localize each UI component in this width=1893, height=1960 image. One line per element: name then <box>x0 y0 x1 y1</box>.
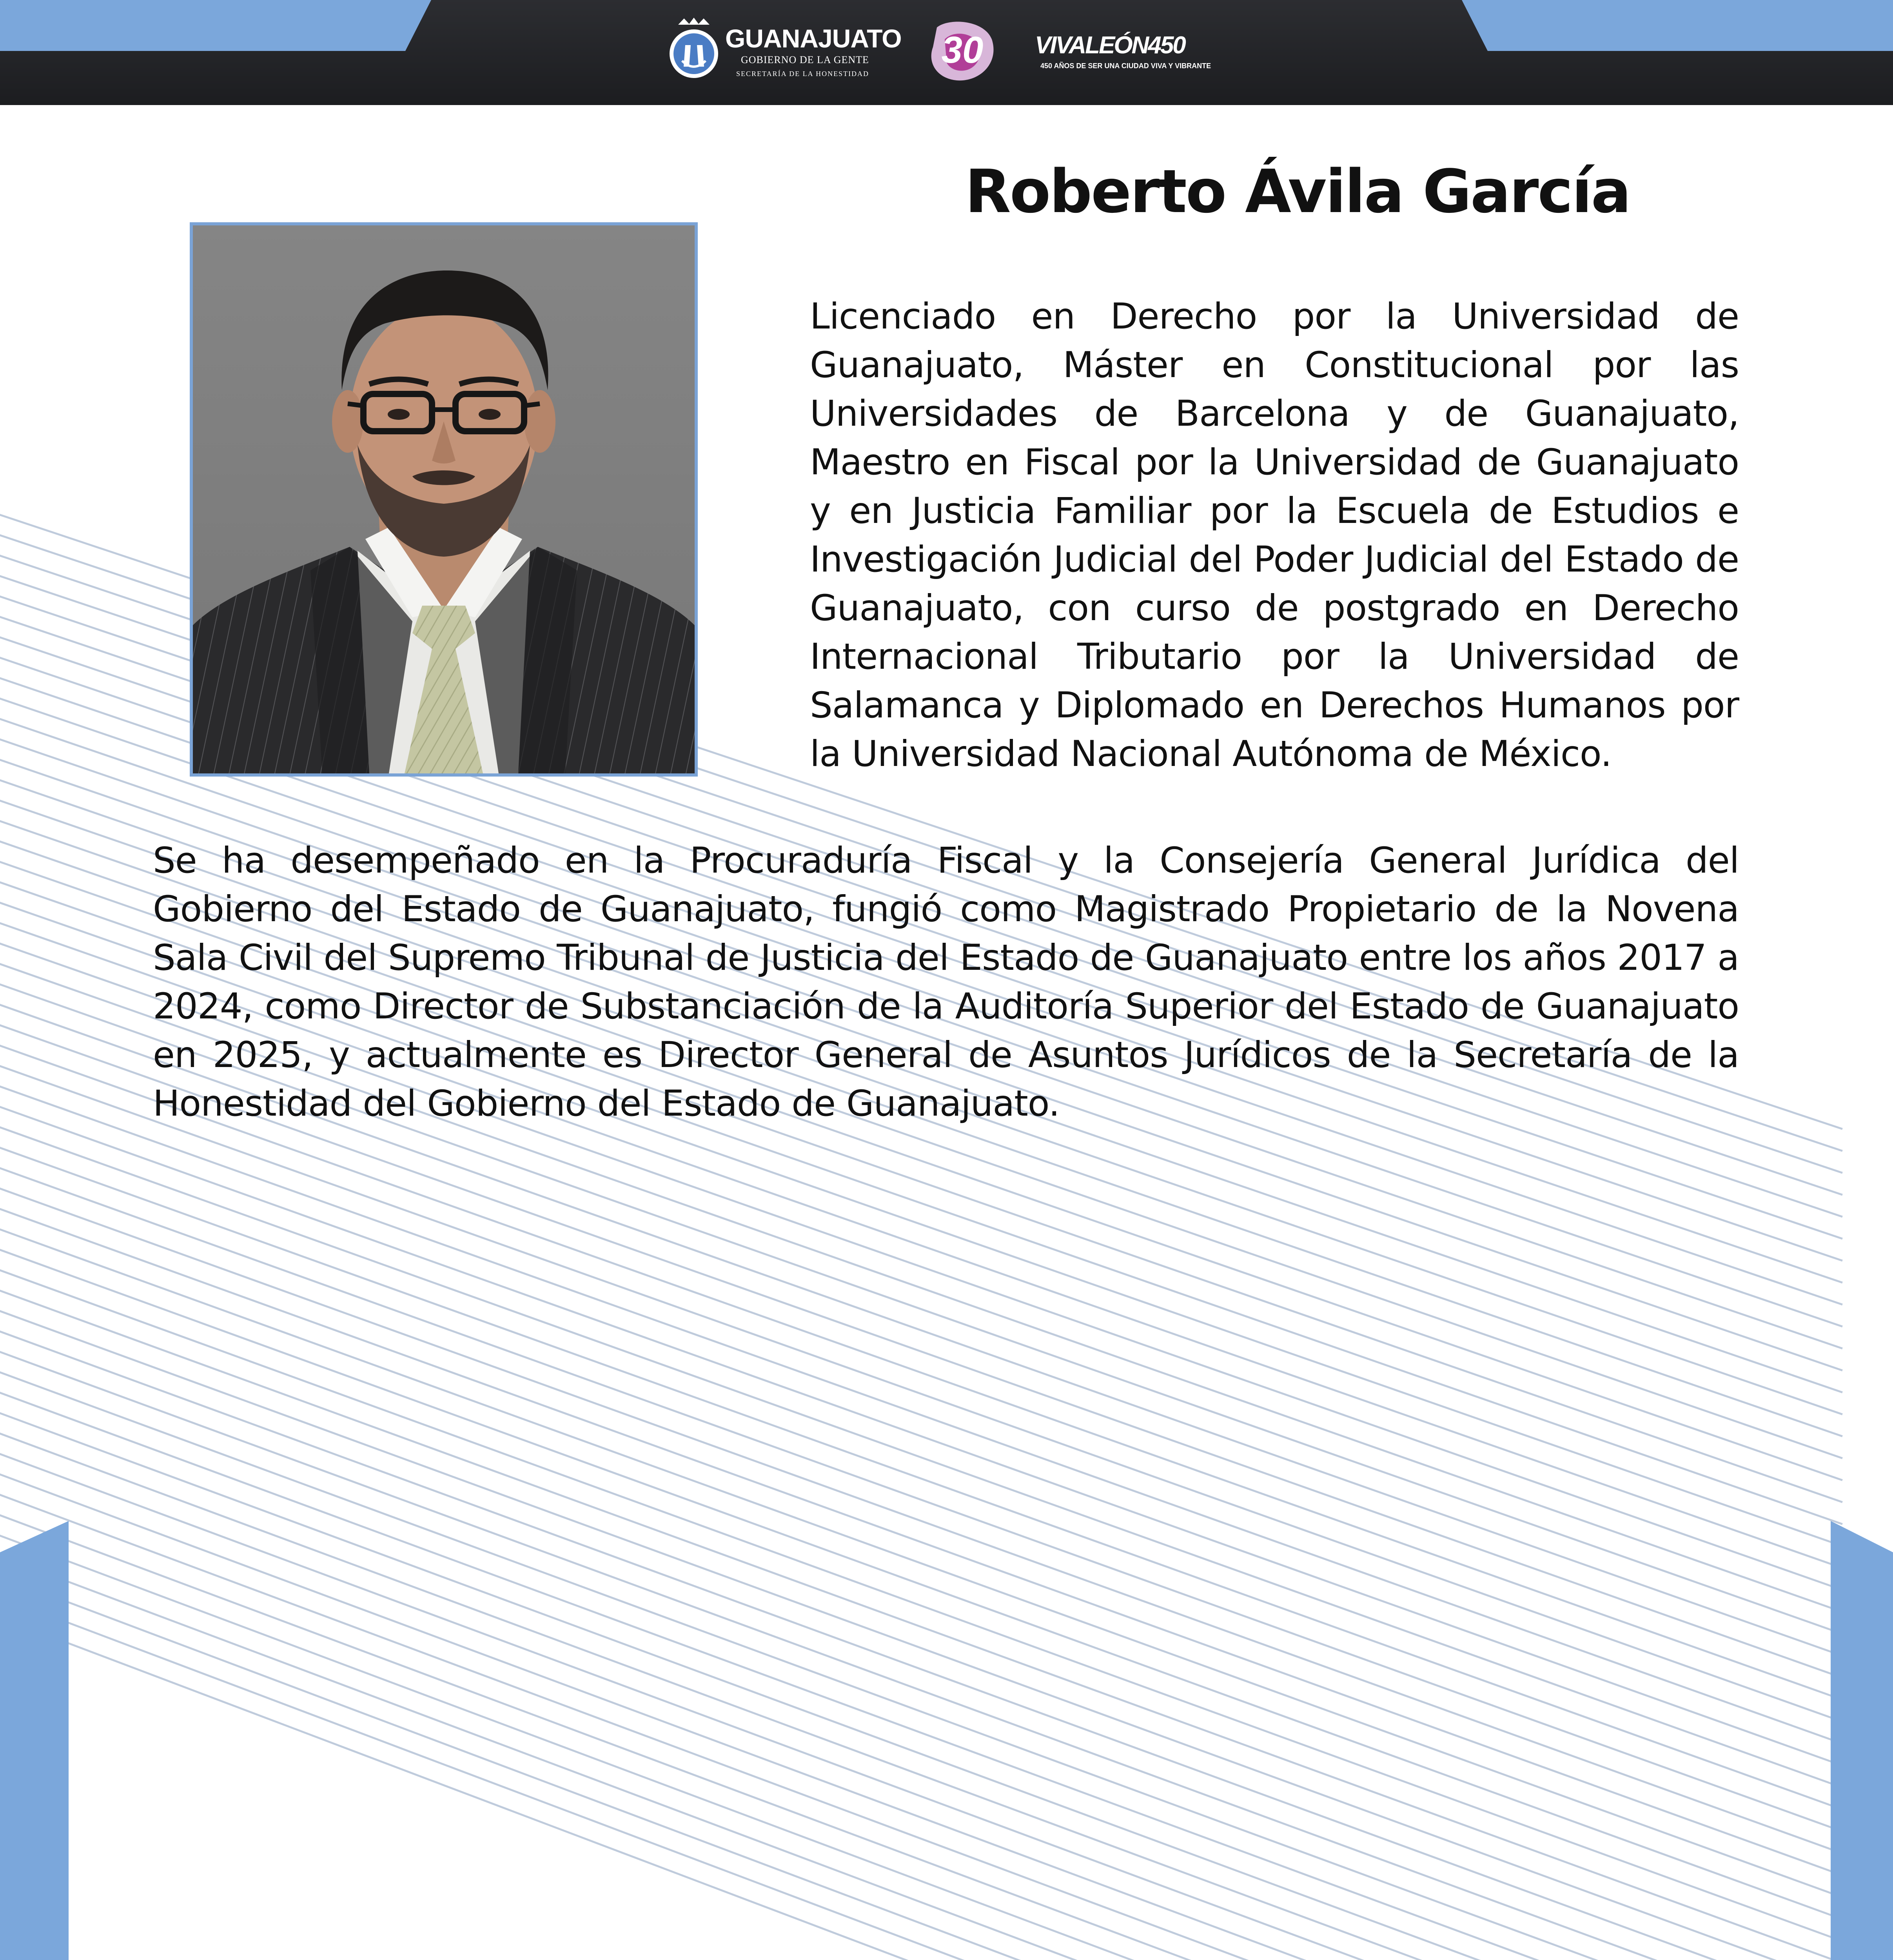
guanajuato-logo <box>666 12 917 90</box>
vivaleon-logo-tagline: 450 AÑOS DE SER UNA CIUDAD VIVA Y VIBRANTE <box>1040 62 1211 70</box>
guanajuato-seal-icon <box>666 18 721 80</box>
header-logos <box>619 8 1270 92</box>
header-accent-left <box>0 0 431 51</box>
person-name: Roberto Ávila García <box>965 157 1630 226</box>
bio-paragraph-2: Se ha desempeñado en la Procuraduría Fiscal y la Consejería General Jurídica del Gobierno del Estado de Guanajuato, fungió como Magistrado Propietario de la Novena Sala Civil del Supremo Tribunal de Justicia del Estado de Guanajuato entre los años 2017 a 2024, como Director de Substanciación de la Auditoría Superior del Estado de Guanajuato en 2025, y actualmente es Director General de Asuntos Jurídicos de la Secretaría de la Honestidad del Gobierno del Estado de Guanajuato. <box>153 840 1739 1124</box>
left-deco-light <box>0 1521 69 1960</box>
portrait-illustration <box>193 225 695 773</box>
guanajuato-logo-subtitle: GOBIERNO DE LA GENTE <box>741 54 869 65</box>
bio-paragraph-1: Licenciado en Derecho por la Universidad de Guanajuato, Máster en Constitucional por las Universidades de Barcelona y de Guanajuato, Maestro en Fiscal por la Universidad de Guanajuato y en Justicia Familiar por la Escuela de Estudios e Investigación Judicial del Poder Judicial del Estado de Guanajuato, con curso de postgrado en Derecho Internacional Tributario por la Universidad de Salamanca y Diplomado en Derechos Humanos por la Universidad Nacional Autónoma de México. <box>810 296 1739 775</box>
vivaleon-logo <box>1035 31 1223 78</box>
vivaleon-logo-name: VIVALEÓN450 <box>1035 32 1185 59</box>
anniversary-30-logo <box>925 16 1000 86</box>
right-deco-light <box>1831 1521 1893 1960</box>
portrait-photo <box>190 222 698 777</box>
header-accent-right <box>1462 0 1893 51</box>
guanajuato-logo-name: GUANAJUATO <box>725 24 902 53</box>
guanajuato-logo-dependency: SECRETARÍA DE LA HONESTIDAD <box>736 70 869 78</box>
anniversary-30-number: 30 <box>941 29 984 71</box>
